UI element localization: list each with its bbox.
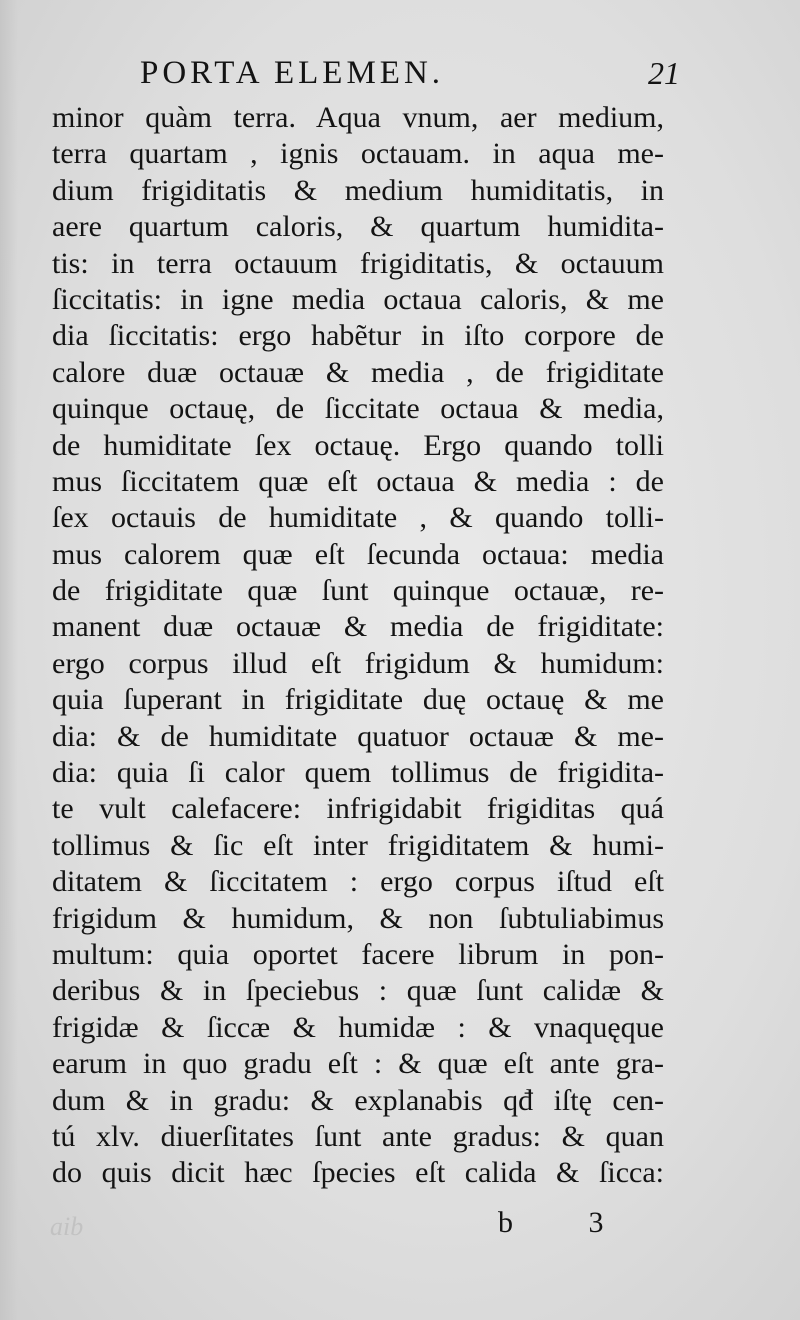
- text-line: tú xlv. diuerſitates ſunt ante gradus: & quan: [52, 1119, 664, 1153]
- gutter-shadow: [0, 0, 18, 1320]
- text-line: de humiditate ſex octauę. Ergo quando tolli: [52, 428, 664, 462]
- text-line: calore duæ octauæ & media , de frigiditate: [52, 355, 664, 389]
- text-line: te vult calefacere: infrigidabit frigiditas quá: [52, 792, 664, 826]
- text-line: ergo corpus illud eſt frigidum & humidum:: [52, 646, 664, 680]
- text-line: mus ſiccitatem quæ eſt octaua & media : de: [52, 464, 664, 498]
- text-line: ſiccitatis: in igne media octaua caloris, & me: [52, 282, 664, 316]
- text-line: mus calorem quæ eſt ſecunda octaua: media: [52, 537, 664, 571]
- page-number: 21: [648, 55, 680, 91]
- text-line: ditatem & ſiccitatem : ergo corpus iſtud eſt: [52, 865, 664, 899]
- page-header: [140, 50, 680, 96]
- text-line: tollimus & ſic eſt inter frigiditatem & humi-: [52, 828, 664, 862]
- text-line: minor quàm terra. Aqua vnum, aer medium,: [52, 101, 664, 134]
- text-line: aere quartum caloris, & quartum humidita-: [52, 210, 664, 244]
- text-line: frigidum & humidum, & non ſubtuliabimus: [52, 901, 664, 935]
- text-line: dia: quia ſi calor quem tollimus de frigidita-: [52, 756, 664, 790]
- text-line: manent duæ octauæ & media de frigiditate:: [52, 610, 664, 644]
- text-line: deribus & in ſpeciebus : quæ ſunt calidæ &: [52, 974, 664, 1008]
- running-head: PORTA ELEMEN.: [140, 55, 445, 91]
- text-line: de frigiditate quæ ſunt quinque octauæ, re-: [52, 574, 664, 608]
- text-line: quinque octauę, de ſiccitate octaua & media,: [52, 392, 664, 426]
- text-line: dum & in gradu: & explanabis qđ iſtę cen-: [52, 1083, 664, 1117]
- text-line: tis: in terra octauum frigiditatis, & octauum: [52, 246, 664, 280]
- text-line: terra quartam , ignis octauam. in aqua me-: [52, 137, 664, 171]
- text-line: earum in quo gradu eſt : & quæ eſt ante gra-: [52, 1047, 664, 1081]
- text-line: dia: & de humiditate quatuor octauæ & me-: [52, 719, 664, 753]
- text-line: ſex octauis de humiditate , & quando tolli-: [52, 501, 664, 535]
- text-line: dium frigiditatis & medium humiditatis, in: [52, 173, 664, 207]
- text-line: quia ſuperant in frigiditate duę octauę & me: [52, 683, 664, 717]
- text-line: frigidæ & ſiccæ & humidæ : & vnaquęque: [52, 1010, 664, 1044]
- body-text: [52, 100, 664, 1192]
- signature-mark: b 3: [498, 1206, 638, 1239]
- text-line: do quis dicit hæc ſpecies eſt calida & ſicca:: [52, 1156, 664, 1190]
- text-line: multum: quia oportet facere librum in pon-: [52, 937, 664, 971]
- text-line: dia ſiccitatis: ergo habẽtur in iſto corpore de: [52, 319, 664, 353]
- show-through-text: aib: [50, 1212, 84, 1241]
